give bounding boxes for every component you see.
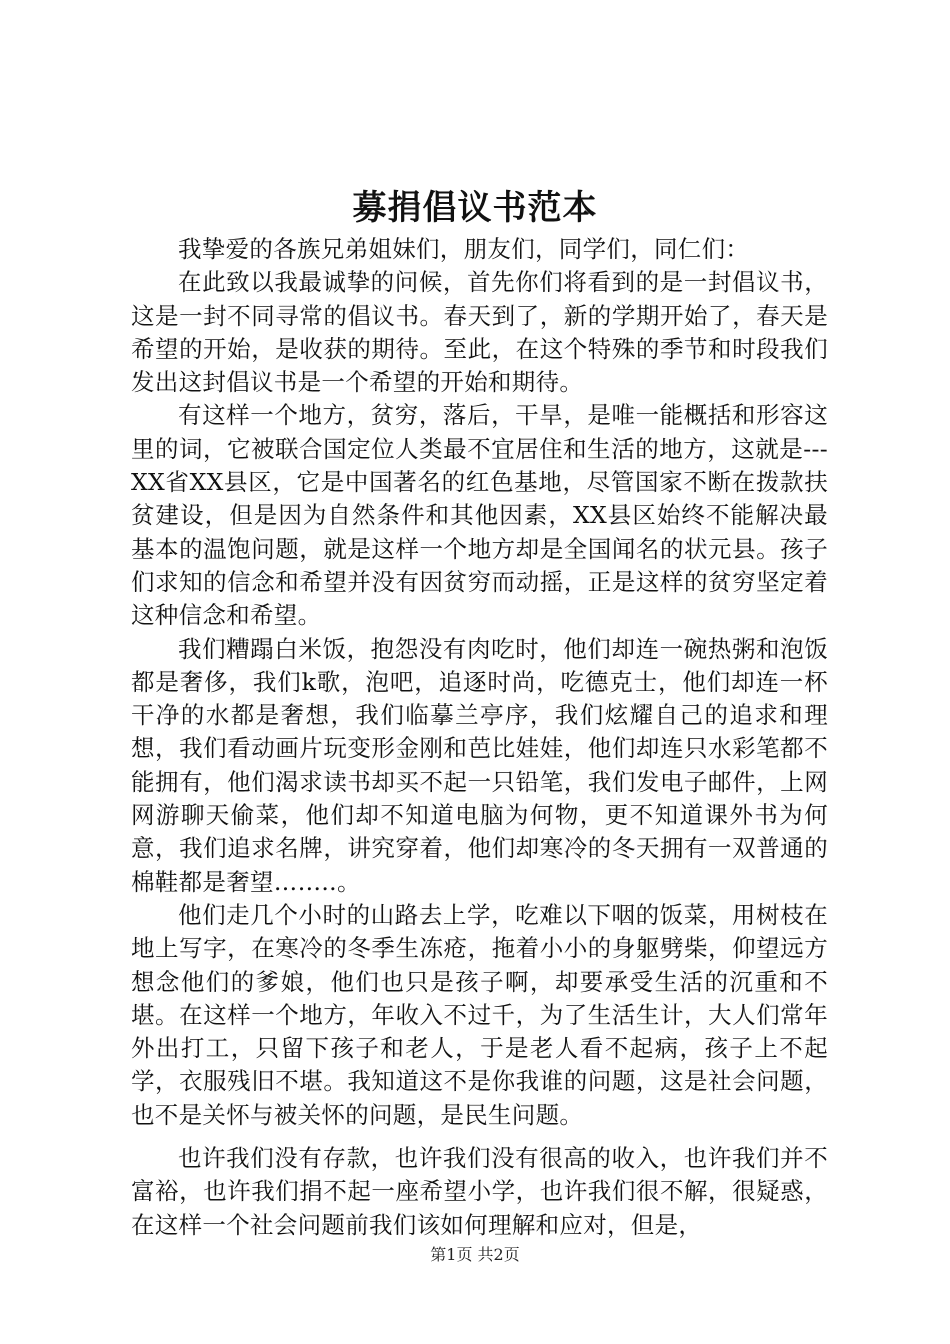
page-number-footer: 第1页 共2页	[430, 1245, 520, 1264]
body-paragraph: 也许我们没有存款，也许我们没有很高的收入，也许我们并不富裕，也许我们捐不起一座希望小学，也许我们很不解，很疑惑，在这样一个社会问题前我们该如何理解和应对，但是，	[131, 1144, 828, 1239]
body-paragraph: 有这样一个地方，贫穷，落后，干旱，是唯一能概括和形容这里的词，它被联合国定位人类最不宜居住和生活的地方，这就是---XX省XX县区，它是中国著名的红色基地，尽管国家不断在拨款扶贫建设，但是因为自然条件和其他因素，XX县区始终不能解决最基本的温饱问题，就是这样一个地方却是全国闻名的状元县。孩子们求知的信念和希望并没有因贫穷而动摇，正是这样的贫穷坚定着这种信念和希望。	[131, 401, 828, 630]
document-title: 募捐倡议书范本	[352, 188, 598, 228]
body-paragraph: 我们糟蹋白米饭，抱怨没有肉吃时，他们却连一碗热粥和泡饭都是奢侈，我们k歌，泡吧，追逐时尚，吃德克士，他们却连一杯干净的水都是奢想，我们临摹兰亭序，我们炫耀自己的追求和理想，我们看动画片玩变形金刚和芭比娃娃，他们却连只水彩笔都不能拥有，他们渴求读书却买不起一只铅笔，我们发电子邮件，上网网游聊天偷菜，他们却不知道电脑为何物，更不知道课外书为何意，我们追求名牌，讲究穿着，他们却寒冷的冬天拥有一双普通的棉鞋都是奢望……..。	[131, 634, 828, 896]
body-paragraph: 在此致以我最诚挚的问候，首先你们将看到的是一封倡议书，这是一封不同寻常的倡议书。春天到了，新的学期开始了，春天是希望的开始，是收获的期待。至此，在这个特殊的季节和时段我们发出这封倡议书是一个希望的开始和期待。	[131, 268, 828, 397]
document-body	[131, 233, 828, 1242]
salutation-paragraph: 我挚爱的各族兄弟姐妹们，朋友们，同学们，同仁们：	[178, 235, 750, 263]
body-paragraph: 他们走几个小时的山路去上学，吃难以下咽的饭菜，用树枝在地上写字，在寒冷的冬季生冻疮，拖着小小的身躯劈柴，仰望远方想念他们的爹娘，他们也只是孩子啊，却要承受生活的沉重和不堪。在这样一个地方，年收入不过千，为了生活生计，大人们常年外出打工，只留下孩子和老人，于是老人看不起病，孩子上不起学，衣服残旧不堪。我知道这不是你我谁的问题，这是社会问题，也不是关怀与被关怀的问题，是民生问题。	[131, 900, 828, 1129]
